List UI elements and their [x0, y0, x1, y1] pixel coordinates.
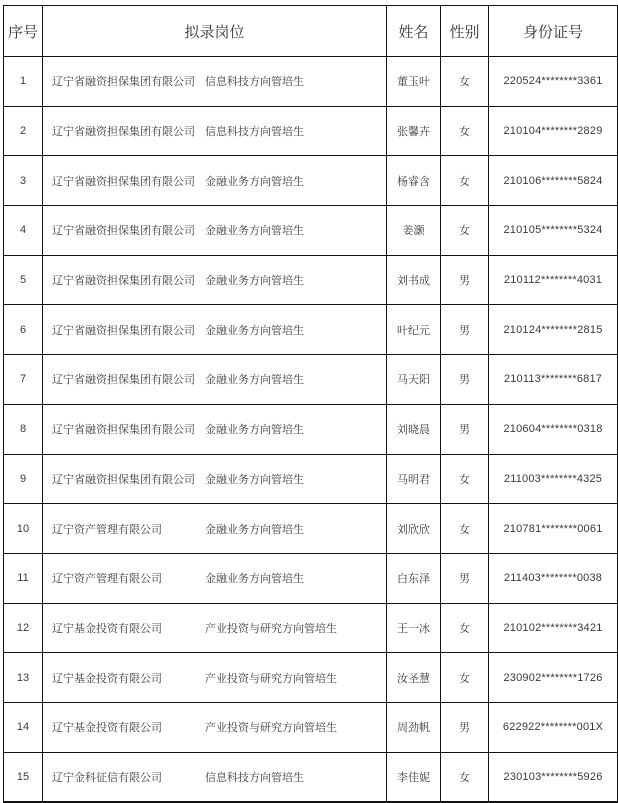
serial-cell: 7 — [4, 355, 43, 405]
table-row — [4, 603, 618, 653]
position-name: 金融业务方向管培生 — [205, 424, 304, 437]
name-cell: 刘晓晨 — [387, 404, 441, 454]
id-number-cell: 220524********3361 — [489, 57, 618, 107]
table-row — [4, 454, 618, 504]
serial-cell: 12 — [4, 603, 43, 653]
position-wrap — [43, 272, 386, 288]
position-wrap — [43, 123, 386, 139]
company-name: 辽宁省融资担保集团有限公司 — [52, 225, 195, 238]
gender-cell: 女 — [441, 752, 489, 802]
gender-cell: 女 — [441, 653, 489, 703]
table-row — [4, 355, 618, 405]
table-row — [4, 255, 618, 305]
position-wrap — [43, 73, 386, 89]
position-cell — [43, 603, 387, 653]
position-cell — [43, 702, 387, 752]
serial-cell: 10 — [4, 504, 43, 554]
name-cell: 刘书成 — [387, 255, 441, 305]
serial-cell: 13 — [4, 653, 43, 703]
position-name: 金融业务方向管培生 — [205, 324, 304, 337]
company-name: 辽宁金科征信有限公司 — [52, 771, 162, 784]
position-wrap — [43, 719, 386, 735]
gender-cell: 女 — [441, 454, 489, 504]
position-cell — [43, 752, 387, 802]
gender-cell: 女 — [441, 156, 489, 206]
id-number-cell: 210112********4031 — [489, 255, 618, 305]
header-cell-position: 拟录岗位 — [43, 6, 387, 57]
serial-cell: 15 — [4, 752, 43, 802]
position-cell — [43, 653, 387, 703]
table-header — [4, 6, 618, 57]
company-name: 辽宁省融资担保集团有限公司 — [52, 424, 195, 437]
table-row — [4, 553, 618, 603]
company-name: 辽宁资产管理有限公司 — [52, 523, 162, 536]
table-row — [4, 702, 618, 752]
name-cell: 周劲帆 — [387, 702, 441, 752]
position-name: 金融业务方向管培生 — [205, 175, 304, 188]
name-cell: 马明君 — [387, 454, 441, 504]
header-cell-gender: 性别 — [441, 6, 489, 57]
position-name: 信息科技方向管培生 — [205, 76, 304, 89]
position-name: 金融业务方向管培生 — [205, 573, 304, 586]
position-name: 产业投资与研究方向管培生 — [205, 622, 337, 635]
table-row — [4, 206, 618, 256]
position-name: 金融业务方向管培生 — [205, 374, 304, 387]
gender-cell: 男 — [441, 305, 489, 355]
name-cell: 杨睿含 — [387, 156, 441, 206]
id-number-cell: 210781********0061 — [489, 504, 618, 554]
name-cell: 白东泽 — [387, 553, 441, 603]
id-number-cell: 230103********5926 — [489, 752, 618, 802]
position-wrap — [43, 521, 386, 537]
table-body — [4, 57, 618, 803]
table-row — [4, 106, 618, 156]
position-cell — [43, 156, 387, 206]
company-name: 辽宁省融资担保集团有限公司 — [52, 275, 195, 288]
company-name: 辽宁省融资担保集团有限公司 — [52, 324, 195, 337]
gender-cell: 女 — [441, 57, 489, 107]
gender-cell: 女 — [441, 106, 489, 156]
id-number-cell: 622922********001X — [489, 702, 618, 752]
position-name: 产业投资与研究方向管培生 — [205, 672, 337, 685]
position-cell — [43, 355, 387, 405]
id-number-cell: 211003********4325 — [489, 454, 618, 504]
name-cell: 刘欣欣 — [387, 504, 441, 554]
name-cell: 王一冰 — [387, 603, 441, 653]
table-row — [4, 156, 618, 206]
header-cell-serial: 序号 — [4, 6, 43, 57]
serial-cell: 14 — [4, 702, 43, 752]
recruitment-roster-table — [3, 5, 618, 803]
name-cell: 马天阳 — [387, 355, 441, 405]
table-row — [4, 305, 618, 355]
serial-cell: 5 — [4, 255, 43, 305]
name-cell: 姜灏 — [387, 206, 441, 256]
serial-cell: 2 — [4, 106, 43, 156]
position-wrap — [43, 222, 386, 238]
id-number-cell: 210113********6817 — [489, 355, 618, 405]
id-number-cell: 210105********5324 — [489, 206, 618, 256]
gender-cell: 女 — [441, 504, 489, 554]
gender-cell: 男 — [441, 553, 489, 603]
position-cell — [43, 553, 387, 603]
position-wrap — [43, 670, 386, 686]
position-cell — [43, 57, 387, 107]
company-name: 辽宁省融资担保集团有限公司 — [52, 175, 195, 188]
position-name: 信息科技方向管培生 — [205, 771, 304, 784]
company-name: 辽宁省融资担保集团有限公司 — [52, 126, 195, 139]
position-name: 金融业务方向管培生 — [205, 275, 304, 288]
position-name: 金融业务方向管培生 — [205, 473, 304, 486]
position-wrap — [43, 570, 386, 586]
id-number-cell: 210104********2829 — [489, 106, 618, 156]
position-name: 金融业务方向管培生 — [205, 523, 304, 536]
serial-cell: 9 — [4, 454, 43, 504]
table-row — [4, 752, 618, 802]
serial-cell: 11 — [4, 553, 43, 603]
table-row — [4, 653, 618, 703]
header-cell-id: 身份证号 — [489, 6, 618, 57]
serial-cell: 4 — [4, 206, 43, 256]
position-cell — [43, 106, 387, 156]
company-name: 辽宁基金投资有限公司 — [52, 672, 162, 685]
name-cell: 李佳妮 — [387, 752, 441, 802]
position-wrap — [43, 173, 386, 189]
position-wrap — [43, 620, 386, 636]
gender-cell: 女 — [441, 603, 489, 653]
company-name: 辽宁基金投资有限公司 — [52, 622, 162, 635]
name-cell: 张馨卉 — [387, 106, 441, 156]
position-wrap — [43, 769, 386, 785]
company-name: 辽宁省融资担保集团有限公司 — [52, 76, 195, 89]
header-row — [4, 6, 618, 57]
gender-cell: 男 — [441, 355, 489, 405]
position-cell — [43, 454, 387, 504]
position-name: 信息科技方向管培生 — [205, 126, 304, 139]
name-cell: 叶纪元 — [387, 305, 441, 355]
table-row — [4, 404, 618, 454]
position-wrap — [43, 371, 386, 387]
position-cell — [43, 504, 387, 554]
serial-cell: 8 — [4, 404, 43, 454]
position-wrap — [43, 471, 386, 487]
id-number-cell: 210604********0318 — [489, 404, 618, 454]
id-number-cell: 210106********5824 — [489, 156, 618, 206]
gender-cell: 男 — [441, 702, 489, 752]
gender-cell: 女 — [441, 206, 489, 256]
position-wrap — [43, 421, 386, 437]
position-wrap — [43, 322, 386, 338]
gender-cell: 男 — [441, 255, 489, 305]
company-name: 辽宁省融资担保集团有限公司 — [52, 473, 195, 486]
position-cell — [43, 255, 387, 305]
header-cell-name: 姓名 — [387, 6, 441, 57]
company-name: 辽宁省融资担保集团有限公司 — [52, 374, 195, 387]
name-cell: 汝圣慧 — [387, 653, 441, 703]
serial-cell: 6 — [4, 305, 43, 355]
position-cell — [43, 206, 387, 256]
company-name: 辽宁资产管理有限公司 — [52, 573, 162, 586]
id-number-cell: 210124********2815 — [489, 305, 618, 355]
position-cell — [43, 305, 387, 355]
serial-cell: 1 — [4, 57, 43, 107]
position-name: 金融业务方向管培生 — [205, 225, 304, 238]
serial-cell: 3 — [4, 156, 43, 206]
company-name: 辽宁基金投资有限公司 — [52, 722, 162, 735]
name-cell: 董玉叶 — [387, 57, 441, 107]
table-row — [4, 57, 618, 107]
id-number-cell: 210102********3421 — [489, 603, 618, 653]
id-number-cell: 211403********0038 — [489, 553, 618, 603]
gender-cell: 男 — [441, 404, 489, 454]
id-number-cell: 230902********1726 — [489, 653, 618, 703]
position-cell — [43, 404, 387, 454]
table-row — [4, 504, 618, 554]
position-name: 产业投资与研究方向管培生 — [205, 722, 337, 735]
